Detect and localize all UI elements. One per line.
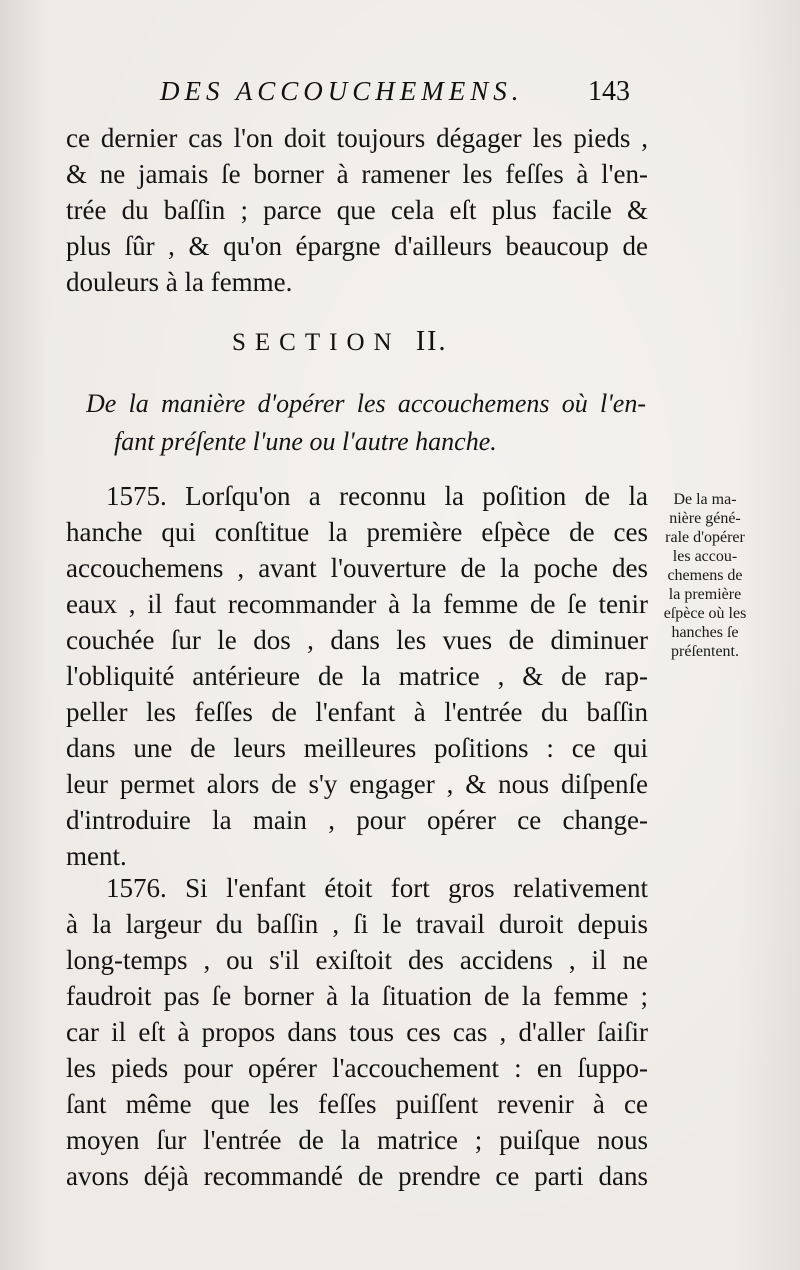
text-line: moyen ſur l'entrée de la matrice ; puiſque nous <box>66 1125 648 1155</box>
text-line: car il eſt à propos dans tous ces cas , d'aller ſaiſir <box>66 1017 648 1047</box>
text-line: ment. <box>66 841 127 871</box>
margin-note-line: rale d'opérer <box>665 529 745 546</box>
text-line: douleurs à la femme. <box>66 267 293 297</box>
section-heading <box>86 385 646 461</box>
margin-note-line: préſentent. <box>671 643 739 660</box>
text-line: avons déjà recommandé de prendre ce parti dans <box>66 1161 648 1191</box>
text-line: couchée ſur le dos , dans les vues de diminuer <box>66 625 648 655</box>
margin-note-line: hanches ſe <box>671 624 739 641</box>
text-line: faudroit pas ſe borner à la ſituation de la femme ; <box>66 981 648 1011</box>
text-line: 1575. Lorſqu'on a reconnu la poſition de la <box>106 481 648 511</box>
running-head <box>160 76 630 112</box>
margin-note-line: De la ma- <box>673 491 737 508</box>
text-line: leur permet alors de s'y engager , & nous diſpenſe <box>66 769 648 799</box>
text-line: à la largeur du baſſin , ſi le travail duroit depuis <box>66 909 648 939</box>
text-line: ce dernier cas l'on doit toujours dégager les pieds , <box>66 123 648 153</box>
text-line: & ne jamais ſe borner à ramener les feſſes à l'en- <box>66 159 648 189</box>
paragraph-1575 <box>66 478 648 874</box>
heading-line: De la manière d'opérer les accouchemens où l'en- <box>86 389 646 418</box>
page-number: 143 <box>588 76 630 107</box>
margin-note <box>653 490 757 661</box>
section-label: SECTION <box>232 329 401 356</box>
margin-note-line: nière géné- <box>669 510 741 527</box>
running-title: DES ACCOUCHEMENS. <box>160 76 524 106</box>
text-line: eaux , il faut recommander à la femme de ſe tenir <box>66 589 648 619</box>
text-line: dans une de leurs meilleures poſitions : ce qui <box>66 733 648 763</box>
text-line: long-temps , ou s'il exiſtoit des accidens , il ne <box>66 945 648 975</box>
text-line: 1576. Si l'enfant étoit fort gros relativement <box>106 873 648 903</box>
paragraph-1576 <box>66 870 648 1194</box>
margin-note-line: les accou- <box>672 548 738 565</box>
margin-note-line: eſpèce où les <box>663 605 747 622</box>
text-line: trée du baſſin ; parce que cela eſt plus facile & <box>66 195 648 225</box>
margin-note-line: chemens de <box>667 567 743 584</box>
text-line: peller les feſſes de l'enfant à l'entrée du baſſin <box>66 697 648 727</box>
heading-line: fant préſente l'une ou l'autre hanche. <box>114 427 497 456</box>
text-line: ſant même que les feſſes puiſſent revenir à ce <box>66 1089 648 1119</box>
section-number: II. <box>415 326 448 357</box>
margin-note-line: la première <box>668 586 742 603</box>
text-line: l'obliquité antérieure de la matrice , & de rap- <box>66 661 648 691</box>
text-line: d'introduire la main , pour opérer ce change- <box>66 805 648 835</box>
text-line: les pieds pour opérer l'accouchement : en ſuppo- <box>66 1053 648 1083</box>
section-title <box>232 326 532 358</box>
text-line: hanche qui conſtitue la première eſpèce de ces <box>66 517 648 547</box>
top-paragraph <box>66 120 648 300</box>
text-line: plus ſûr , & qu'on épargne d'ailleurs beaucoup de <box>66 231 648 261</box>
text-line: accouchemens , avant l'ouverture de la poche des <box>66 553 648 583</box>
